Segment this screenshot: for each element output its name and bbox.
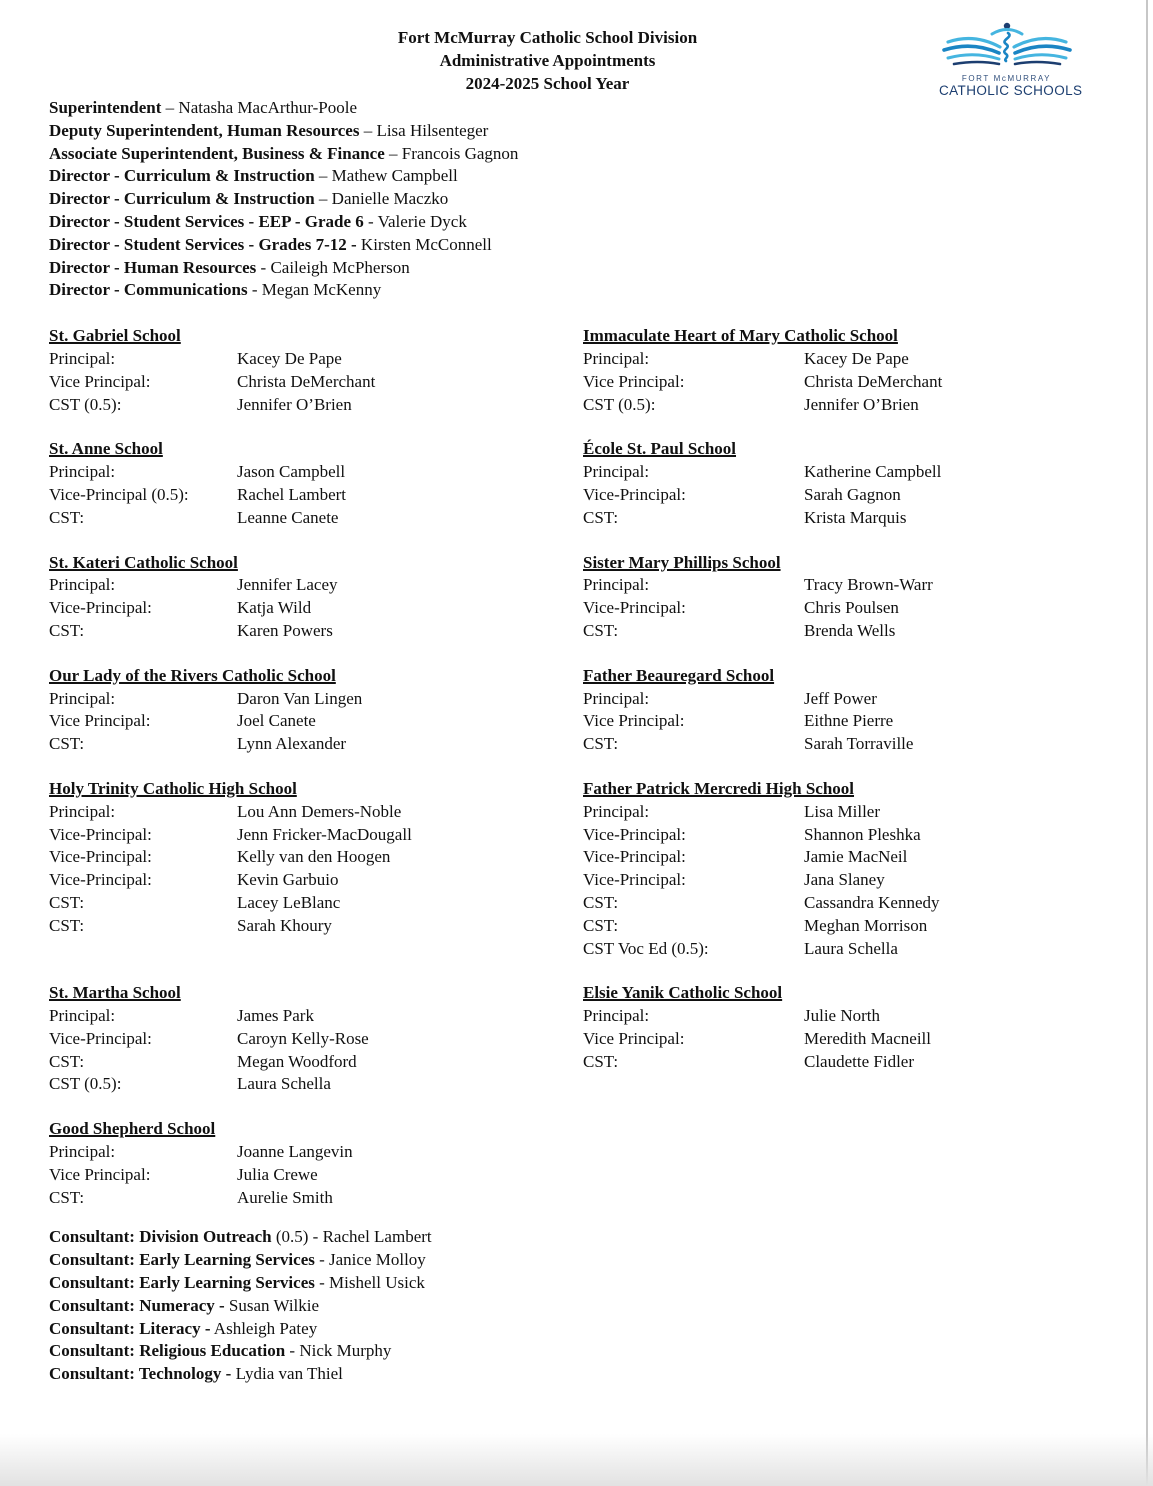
school-section-good-shepherd xyxy=(49,1118,583,1209)
staff-row xyxy=(49,869,583,892)
staff-name: Sarah Gagnon xyxy=(804,484,901,504)
consultant-role: Consultant: Early Learning Services xyxy=(49,1250,315,1270)
staff-row xyxy=(583,688,1046,711)
staff-name: Laura Schella xyxy=(237,1074,331,1094)
staff-role-label: Vice-Principal: xyxy=(583,847,686,867)
staff-row xyxy=(49,394,583,417)
staff-role-label: CST Voc Ed (0.5): xyxy=(583,938,709,958)
staff-row xyxy=(49,688,583,711)
school-section-st-martha xyxy=(49,982,583,1096)
staff-name: Karen Powers xyxy=(237,620,333,640)
staff-name: Sarah Khoury xyxy=(237,915,332,935)
staff-role-label: Principal: xyxy=(49,1006,116,1026)
staff-name: Tracy Brown-Warr xyxy=(804,575,933,595)
staff-role-label: Principal: xyxy=(583,1006,650,1026)
staff-row xyxy=(49,915,583,938)
staff-name: Christa DeMerchant xyxy=(237,371,376,391)
staff-role-label: Principal: xyxy=(49,462,116,482)
staff-row xyxy=(583,461,1046,484)
school-name: Our Lady of the Rivers Catholic School xyxy=(49,665,336,685)
staff-row xyxy=(583,733,1046,756)
staff-role-label: Principal: xyxy=(583,801,650,821)
staff-name: James Park xyxy=(237,1006,314,1026)
consultant-name: - Mishell Usick xyxy=(314,1273,425,1293)
staff-role-label: Vice Principal: xyxy=(583,371,685,391)
staff-row xyxy=(49,1005,583,1028)
consultant-name: - Nick Murphy xyxy=(285,1341,392,1361)
staff-name: Jamie MacNeil xyxy=(804,847,908,867)
staff-row xyxy=(583,371,1046,394)
staff-role-label: Vice-Principal: xyxy=(583,484,686,504)
consultant-role: Consultant: Religious Education xyxy=(49,1341,286,1361)
staff-role-label: Principal: xyxy=(49,575,116,595)
staff-name: Joel Canete xyxy=(237,711,316,731)
staff-row xyxy=(583,394,1046,417)
staff-name: Lacey LeBlanc xyxy=(237,892,341,912)
staff-row xyxy=(583,892,1046,915)
person-name: - Valerie Dyck xyxy=(363,211,467,231)
person-name: - Caileigh McPherson xyxy=(256,257,410,277)
staff-role-label: CST: xyxy=(49,892,85,912)
staff-role-label: Vice-Principal: xyxy=(49,598,152,618)
staff-row xyxy=(583,484,1046,507)
staff-role-label: CST: xyxy=(49,915,85,935)
staff-name: Eithne Pierre xyxy=(804,711,894,731)
person-name: – Francois Gagnon xyxy=(384,143,519,163)
school-name: Good Shepherd School xyxy=(49,1119,216,1139)
staff-role-label: Vice-Principal: xyxy=(49,847,152,867)
consultant-role: Consultant: Numeracy - xyxy=(49,1295,225,1315)
school-name: Sister Mary Phillips School xyxy=(583,552,781,572)
staff-row xyxy=(583,620,1046,643)
staff-name: Jeff Power xyxy=(804,688,877,708)
school-name: Father Beauregard School xyxy=(583,665,775,685)
school-section-sister-mary-phillips xyxy=(583,552,1046,643)
staff-name: Julie North xyxy=(804,1006,881,1026)
school-section-father-patrick-mercredi xyxy=(583,778,1046,960)
document-page xyxy=(49,26,1083,1386)
leadership-entry xyxy=(49,165,1046,188)
staff-role-label: Principal: xyxy=(583,462,650,482)
staff-row xyxy=(49,371,583,394)
staff-row xyxy=(583,597,1046,620)
staff-name: Shannon Pleshka xyxy=(804,824,921,844)
role-title: Director - Student Services - EEP - Grade 6 xyxy=(49,211,364,231)
staff-row xyxy=(49,597,583,620)
consultant-name: Lydia van Thiel xyxy=(231,1364,343,1384)
person-name: – Natasha MacArthur-Poole xyxy=(161,98,357,117)
staff-role-label: CST (0.5): xyxy=(49,394,122,414)
staff-name: Jennifer Lacey xyxy=(237,575,338,595)
staff-row xyxy=(583,869,1046,892)
consultant-role: Consultant: Literacy - xyxy=(49,1318,211,1338)
staff-role-label: CST: xyxy=(583,892,619,912)
staff-name: Daron Van Lingen xyxy=(237,688,363,708)
staff-role-label: CST: xyxy=(49,1187,85,1207)
staff-row xyxy=(583,824,1046,847)
school-name: École St. Paul School xyxy=(583,439,737,459)
staff-name: Rachel Lambert xyxy=(237,484,347,504)
consultant-name: (0.5) - Rachel Lambert xyxy=(271,1227,432,1247)
staff-role-label: Vice Principal: xyxy=(583,1028,685,1048)
staff-row xyxy=(49,1073,583,1096)
person-name: - Megan McKenny xyxy=(247,280,382,300)
leadership-entry xyxy=(49,97,1046,120)
staff-name: Laura Schella xyxy=(804,938,898,958)
staff-name: Jenn Fricker-MacDougall xyxy=(237,824,412,844)
staff-role-label: CST: xyxy=(583,620,619,640)
consultant-entry xyxy=(49,1226,1046,1249)
staff-row xyxy=(49,733,583,756)
staff-name: Christa DeMerchant xyxy=(804,371,943,391)
staff-row xyxy=(583,915,1046,938)
consultant-role: Consultant: Technology - xyxy=(49,1364,232,1384)
division-leadership-list xyxy=(49,97,1046,302)
school-section-elsie-yanik xyxy=(583,982,1046,1096)
staff-row xyxy=(583,1028,1046,1051)
staff-row xyxy=(583,1005,1046,1028)
school-name: St. Kateri Catholic School xyxy=(49,552,238,572)
role-title: Superintendent xyxy=(49,98,162,117)
logo-text-bottom: CATHOLIC SCHOOLS xyxy=(939,83,1083,98)
person-name: – Mathew Campbell xyxy=(314,166,458,186)
staff-role-label: CST: xyxy=(49,620,85,640)
staff-name: Megan Woodford xyxy=(237,1051,357,1071)
leadership-entry xyxy=(49,188,1046,211)
schools-directory xyxy=(49,325,1046,1209)
staff-row xyxy=(583,938,1046,961)
staff-row xyxy=(583,1051,1046,1074)
consultants-list xyxy=(49,1226,1046,1386)
staff-role-label: Vice-Principal: xyxy=(49,824,152,844)
staff-role-label: Vice-Principal: xyxy=(49,870,152,890)
staff-name: Kacey De Pape xyxy=(237,348,342,368)
consultant-entry xyxy=(49,1272,1046,1295)
staff-role-label: CST (0.5): xyxy=(583,394,656,414)
role-title: Director - Curriculum & Instruction xyxy=(49,189,315,209)
staff-role-label: CST (0.5): xyxy=(49,1074,122,1094)
title-line-2: Administrative Appointments xyxy=(439,51,656,70)
staff-name: Caroyn Kelly-Rose xyxy=(237,1028,369,1048)
staff-row xyxy=(583,710,1046,733)
school-section-ecole-st-paul xyxy=(583,438,1046,529)
school-section-holy-trinity xyxy=(49,778,583,960)
staff-name: Kelly van den Hoogen xyxy=(237,847,391,867)
staff-role-label: CST: xyxy=(583,734,619,754)
school-section-st-anne xyxy=(49,438,583,529)
staff-name: Aurelie Smith xyxy=(237,1187,333,1207)
consultant-name: - Janice Molloy xyxy=(314,1250,426,1270)
staff-role-label: CST: xyxy=(49,1051,85,1071)
staff-role-label: CST: xyxy=(583,915,619,935)
staff-role-label: Vice-Principal: xyxy=(583,870,686,890)
school-section-immaculate-heart xyxy=(583,325,1046,416)
role-title: Associate Superintendent, Business & Finance xyxy=(49,143,385,163)
staff-name: Jennifer O’Brien xyxy=(804,394,919,414)
staff-name: Katherine Campbell xyxy=(804,462,942,482)
staff-name: Lynn Alexander xyxy=(237,734,347,754)
staff-name: Leanne Canete xyxy=(237,507,339,527)
leadership-entry xyxy=(49,143,1046,166)
staff-role-label: Vice Principal: xyxy=(49,1164,151,1184)
staff-name: Kevin Garbuio xyxy=(237,870,339,890)
role-title: Director - Human Resources xyxy=(49,257,257,277)
consultant-name: Susan Wilkie xyxy=(224,1295,320,1315)
leadership-entry xyxy=(49,257,1046,280)
staff-role-label: Vice-Principal: xyxy=(583,598,686,618)
school-name: Elsie Yanik Catholic School xyxy=(583,983,783,1003)
school-name: Holy Trinity Catholic High School xyxy=(49,778,297,798)
school-section-our-lady-of-the-rivers xyxy=(49,665,583,756)
staff-row xyxy=(583,507,1046,530)
role-title: Director - Student Services - Grades 7-12 - xyxy=(49,234,357,254)
logo-text-top: FORT McMURRAY xyxy=(961,74,1052,83)
staff-name: Jana Slaney xyxy=(804,870,885,890)
consultant-entry xyxy=(49,1363,1046,1386)
school-name: Father Patrick Mercredi High School xyxy=(583,778,855,798)
staff-name: Jason Campbell xyxy=(237,462,346,482)
staff-row xyxy=(49,710,583,733)
title-line-1: Fort McMurray Catholic School Division xyxy=(397,28,698,47)
person-name: – Danielle Maczko xyxy=(314,189,449,209)
staff-role-label: Vice-Principal: xyxy=(49,1028,152,1048)
staff-role-label: Principal: xyxy=(49,348,116,368)
staff-name: Meredith Macneill xyxy=(804,1028,931,1048)
school-name: Immaculate Heart of Mary Catholic School xyxy=(583,326,898,346)
staff-role-label: Principal: xyxy=(583,348,650,368)
consultant-name: Ashleigh Patey xyxy=(210,1318,318,1338)
consultant-role: Consultant: Division Outreach xyxy=(49,1227,272,1247)
staff-name: Lisa Miller xyxy=(804,801,881,821)
consultant-entry xyxy=(49,1249,1046,1272)
school-name: St. Anne School xyxy=(49,439,163,459)
role-title: Director - Communications xyxy=(49,280,248,300)
staff-row xyxy=(49,1051,583,1074)
leadership-entry xyxy=(49,234,1046,257)
page-bottom-shadow xyxy=(0,1434,1153,1486)
staff-name: Joanne Langevin xyxy=(237,1142,353,1162)
staff-row xyxy=(49,1028,583,1051)
staff-row xyxy=(49,461,583,484)
staff-row xyxy=(49,1164,583,1187)
school-name: St. Martha School xyxy=(49,983,181,1003)
staff-name: Brenda Wells xyxy=(804,620,896,640)
staff-row xyxy=(583,801,1046,824)
staff-role-label: Vice-Principal: xyxy=(583,824,686,844)
staff-row xyxy=(49,892,583,915)
consultant-entry xyxy=(49,1318,1046,1341)
staff-name: Kacey De Pape xyxy=(804,348,909,368)
school-section-st-kateri xyxy=(49,552,583,643)
staff-role-label: CST: xyxy=(583,1051,619,1071)
consultant-entry xyxy=(49,1295,1046,1318)
page-edge-line xyxy=(1146,0,1148,1486)
staff-row xyxy=(49,348,583,371)
staff-row xyxy=(583,348,1046,371)
staff-role-label: CST: xyxy=(49,734,85,754)
document-title xyxy=(49,26,1046,95)
staff-row xyxy=(49,824,583,847)
staff-role-label: Principal: xyxy=(583,575,650,595)
staff-row xyxy=(583,846,1046,869)
staff-role-label: Vice Principal: xyxy=(49,371,151,391)
consultant-role: Consultant: Early Learning Services xyxy=(49,1273,315,1293)
fmcsd-logo-icon xyxy=(942,20,1072,74)
consultant-entry xyxy=(49,1340,1046,1363)
person-name: – Lisa Hilsenteger xyxy=(359,120,489,140)
staff-name: Chris Poulsen xyxy=(804,598,899,618)
staff-name: Jennifer O’Brien xyxy=(237,394,352,414)
staff-row xyxy=(49,1187,583,1210)
fmcsd-logo xyxy=(939,20,1083,99)
staff-role-label: Vice-Principal (0.5): xyxy=(49,484,189,504)
staff-row xyxy=(49,507,583,530)
staff-role-label: CST: xyxy=(49,507,85,527)
staff-name: Julia Crewe xyxy=(237,1164,318,1184)
leadership-entry xyxy=(49,120,1046,143)
staff-name: Cassandra Kennedy xyxy=(804,892,940,912)
staff-name: Lou Ann Demers-Noble xyxy=(237,801,402,821)
staff-row xyxy=(49,574,583,597)
staff-role-label: Principal: xyxy=(49,688,116,708)
title-line-3: 2024-2025 School Year xyxy=(465,74,630,93)
person-name: Kirsten McConnell xyxy=(356,234,492,254)
staff-name: Katja Wild xyxy=(237,598,312,618)
staff-role-label: Vice Principal: xyxy=(49,711,151,731)
role-title: Director - Curriculum & Instruction xyxy=(49,166,315,186)
school-section-father-beauregard xyxy=(583,665,1046,756)
school-section-st-gabriel xyxy=(49,325,583,416)
staff-row xyxy=(49,846,583,869)
leadership-entry xyxy=(49,211,1046,234)
staff-name: Meghan Morrison xyxy=(804,915,928,935)
staff-name: Krista Marquis xyxy=(804,507,907,527)
staff-role-label: Principal: xyxy=(49,1142,116,1162)
school-name: St. Gabriel School xyxy=(49,326,181,346)
staff-row xyxy=(49,484,583,507)
staff-role-label: Vice Principal: xyxy=(583,711,685,731)
staff-row xyxy=(49,801,583,824)
staff-role-label: Principal: xyxy=(49,801,116,821)
staff-row xyxy=(49,620,583,643)
staff-role-label: CST: xyxy=(583,507,619,527)
staff-row xyxy=(49,1141,583,1164)
role-title: Deputy Superintendent, Human Resources xyxy=(49,120,360,140)
staff-role-label: Principal: xyxy=(583,688,650,708)
staff-row xyxy=(583,574,1046,597)
staff-name: Claudette Fidler xyxy=(804,1051,915,1071)
leadership-entry xyxy=(49,279,1046,302)
staff-name: Sarah Torraville xyxy=(804,734,914,754)
